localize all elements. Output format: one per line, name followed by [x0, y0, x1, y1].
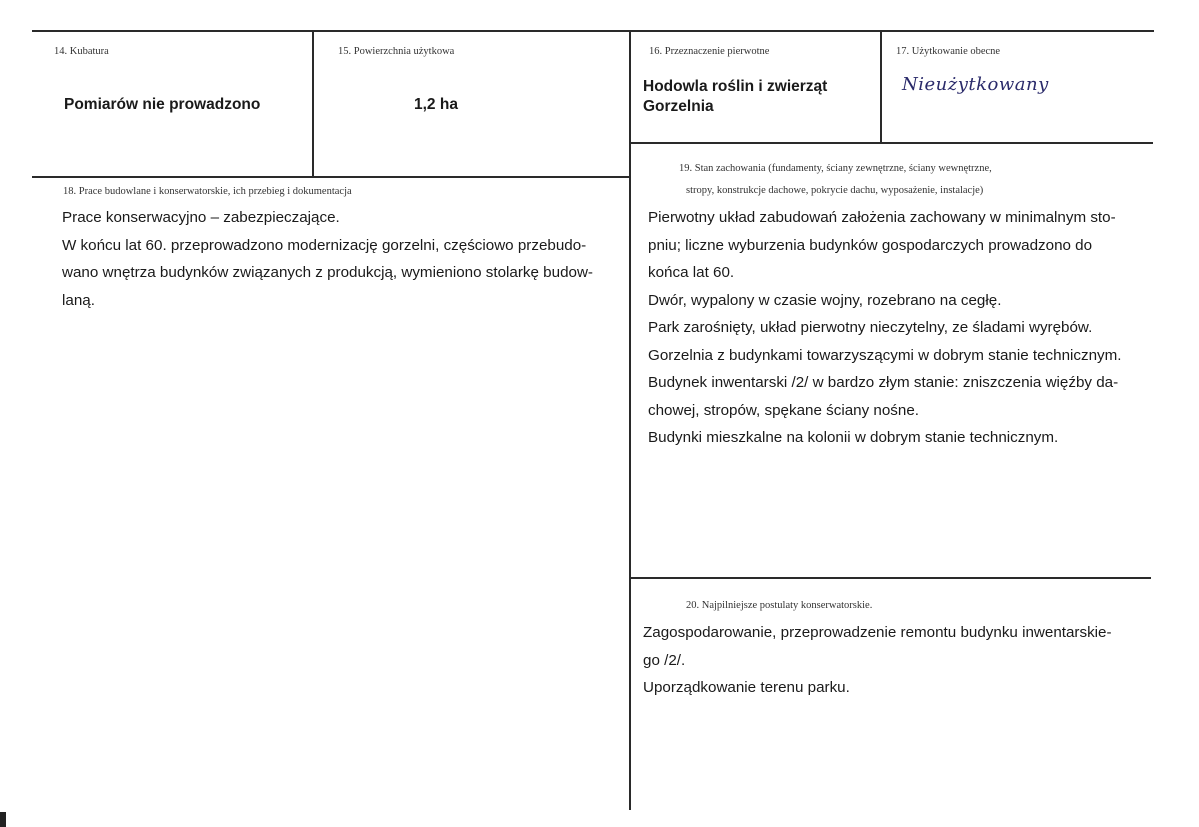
text-line: wano wnętrza budynków związanych z produkcją, wymieniono stolarkę budow-: [62, 264, 593, 281]
usable-area-label: 15. Powierzchnia użytkowa: [338, 46, 455, 57]
divider-14-15: [312, 30, 314, 177]
current-use-handwritten-value: Nieużytkowany: [902, 74, 1049, 95]
original-purpose-label: 16. Przeznaczenie pierwotne: [649, 46, 770, 57]
scan-mark: [0, 812, 6, 827]
text-line: Zagospodarowanie, przeprowadzenie remontu budynku inwentarskie-: [643, 624, 1112, 641]
usable-area-value: 1,2 ha: [414, 96, 458, 113]
condition-label-line-1: 19. Stan zachowania (fundamenty, ściany zewnętrzne, ściany wewnętrzne,: [679, 163, 992, 174]
current-use-label: 17. Użytkowanie obecne: [896, 46, 1001, 57]
text-line: Uporządkowanie terenu parku.: [643, 679, 850, 696]
text-line: Budynek inwentarski /2/ w bardzo złym stanie: zniszczenia więźby da-: [648, 374, 1119, 391]
text-line: chowej, stropów, spękane ściany nośne.: [648, 401, 920, 419]
text-line: Prace konserwacyjno – zabezpieczające.: [62, 209, 340, 226]
condition-label-line-2: stropy, konstrukcje dachowe, pokrycie dachu, wyposażenie, instalacje): [686, 185, 984, 196]
text-line: laną.: [62, 291, 95, 309]
construction-works-text: [62, 204, 593, 314]
text-line: Dwór, wypalony w czasie wojny, rozebrano na cegłę.: [648, 291, 1002, 309]
conservation-postulates-text: [643, 619, 1112, 702]
text-line: W końcu lat 60. przeprowadzono modernizację gorzelni, częściowo przebudo-: [62, 236, 587, 254]
left-row-divider: [32, 176, 630, 178]
center-divider: [629, 30, 631, 810]
divider-16-17: [880, 30, 882, 143]
kubatura-value: Pomiarów nie prowadzono: [64, 96, 261, 113]
text-line: Gorzelnia z budynkami towarzyszącymi w dobrym stanie technicznym.: [648, 346, 1122, 364]
text-line: go /2/.: [643, 651, 686, 669]
construction-works-label: 18. Prace budowlane i konserwatorskie, ich przebieg i dokumentacja: [63, 186, 352, 197]
right-row-divider: [629, 142, 1153, 144]
condition-text: [648, 204, 1122, 452]
original-purpose-value: [643, 77, 827, 117]
kubatura-label: 14. Kubatura: [54, 46, 109, 57]
original-purpose-line-2: Gorzelnia: [643, 98, 714, 115]
text-line: końca lat 60.: [648, 264, 735, 281]
text-line: Budynki mieszkalne na kolonii w dobrym stanie technicznym.: [648, 429, 1059, 446]
text-line: Pierwotny układ zabudowań założenia zachowany w minimalnym sto-: [648, 209, 1116, 226]
section-20-divider: [629, 577, 1151, 579]
conservation-postulates-label: 20. Najpilniejsze postulaty konserwatorskie.: [686, 600, 873, 611]
text-line: Park zarośnięty, układ pierwotny nieczytelny, ze śladami wyrębów.: [648, 319, 1093, 336]
top-border-line: [32, 30, 1154, 32]
text-line: pniu; liczne wyburzenia budynków gospodarczych prowadzono do: [648, 236, 1093, 254]
original-purpose-line-1: Hodowla roślin i zwierząt: [643, 78, 828, 95]
